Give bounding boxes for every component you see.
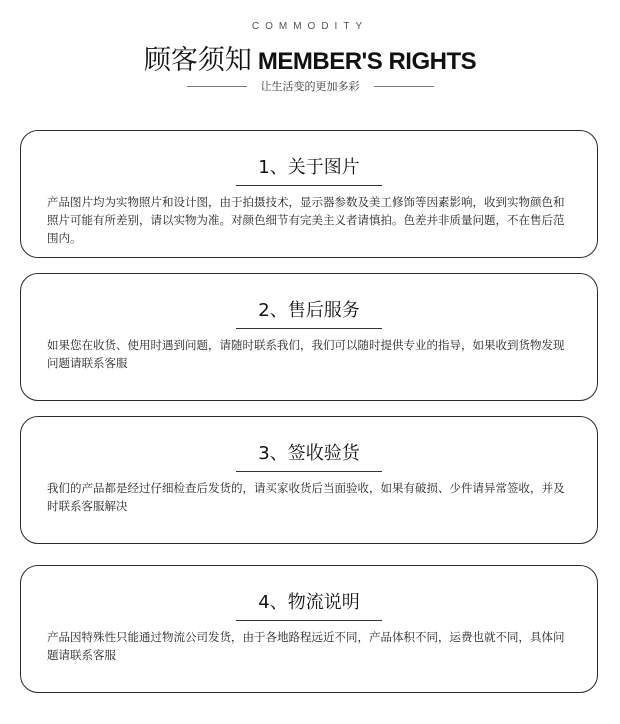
card-title: 3、签收验货 <box>236 439 381 472</box>
card-body: 产品图片均为实物照片和设计图，由于拍摄技术，显示器参数及美工修饰等因素影响，收到实物颜色和照片可能有所差别，请以实物为准。对颜色细节有完美主义者请慎拍。色差并非质量问题，不在售后范围内。 <box>47 195 565 245</box>
card-after-sales <box>20 273 598 401</box>
subtitle-row <box>0 78 620 94</box>
card-body: 产品因特殊性只能通过物流公司发货，由于各地路程远近不同，产品体积不同，运费也就不同，具体问题请联系客服 <box>47 630 565 662</box>
card-body: 如果您在收货、使用时遇到问题，请随时联系我们，我们可以随时提供专业的指导，如果收到货物发现问题请联系客服 <box>47 338 565 370</box>
title-english: MEMBER'S RIGHTS <box>257 48 477 75</box>
card-inspection <box>20 416 598 544</box>
card-body: 我们的产品都是经过仔细检查后发货的，请买家收货后当面验收，如果有破损、少件请异常签收，并及时联系客服解决 <box>47 481 565 513</box>
eyebrow-text: COMMODITY <box>251 21 369 32</box>
card-title: 4、物流说明 <box>236 588 381 621</box>
card-logistics <box>20 565 598 693</box>
subtitle-text: 让生活变的更加多彩 <box>260 80 360 93</box>
subtitle-divider-right <box>374 86 434 87</box>
subtitle-divider-left <box>187 86 247 87</box>
page-title <box>0 38 620 77</box>
title-chinese: 顾客须知 <box>143 45 252 76</box>
card-about-images <box>20 130 598 258</box>
card-title: 2、售后服务 <box>236 296 381 329</box>
card-title: 1、关于图片 <box>236 153 381 186</box>
